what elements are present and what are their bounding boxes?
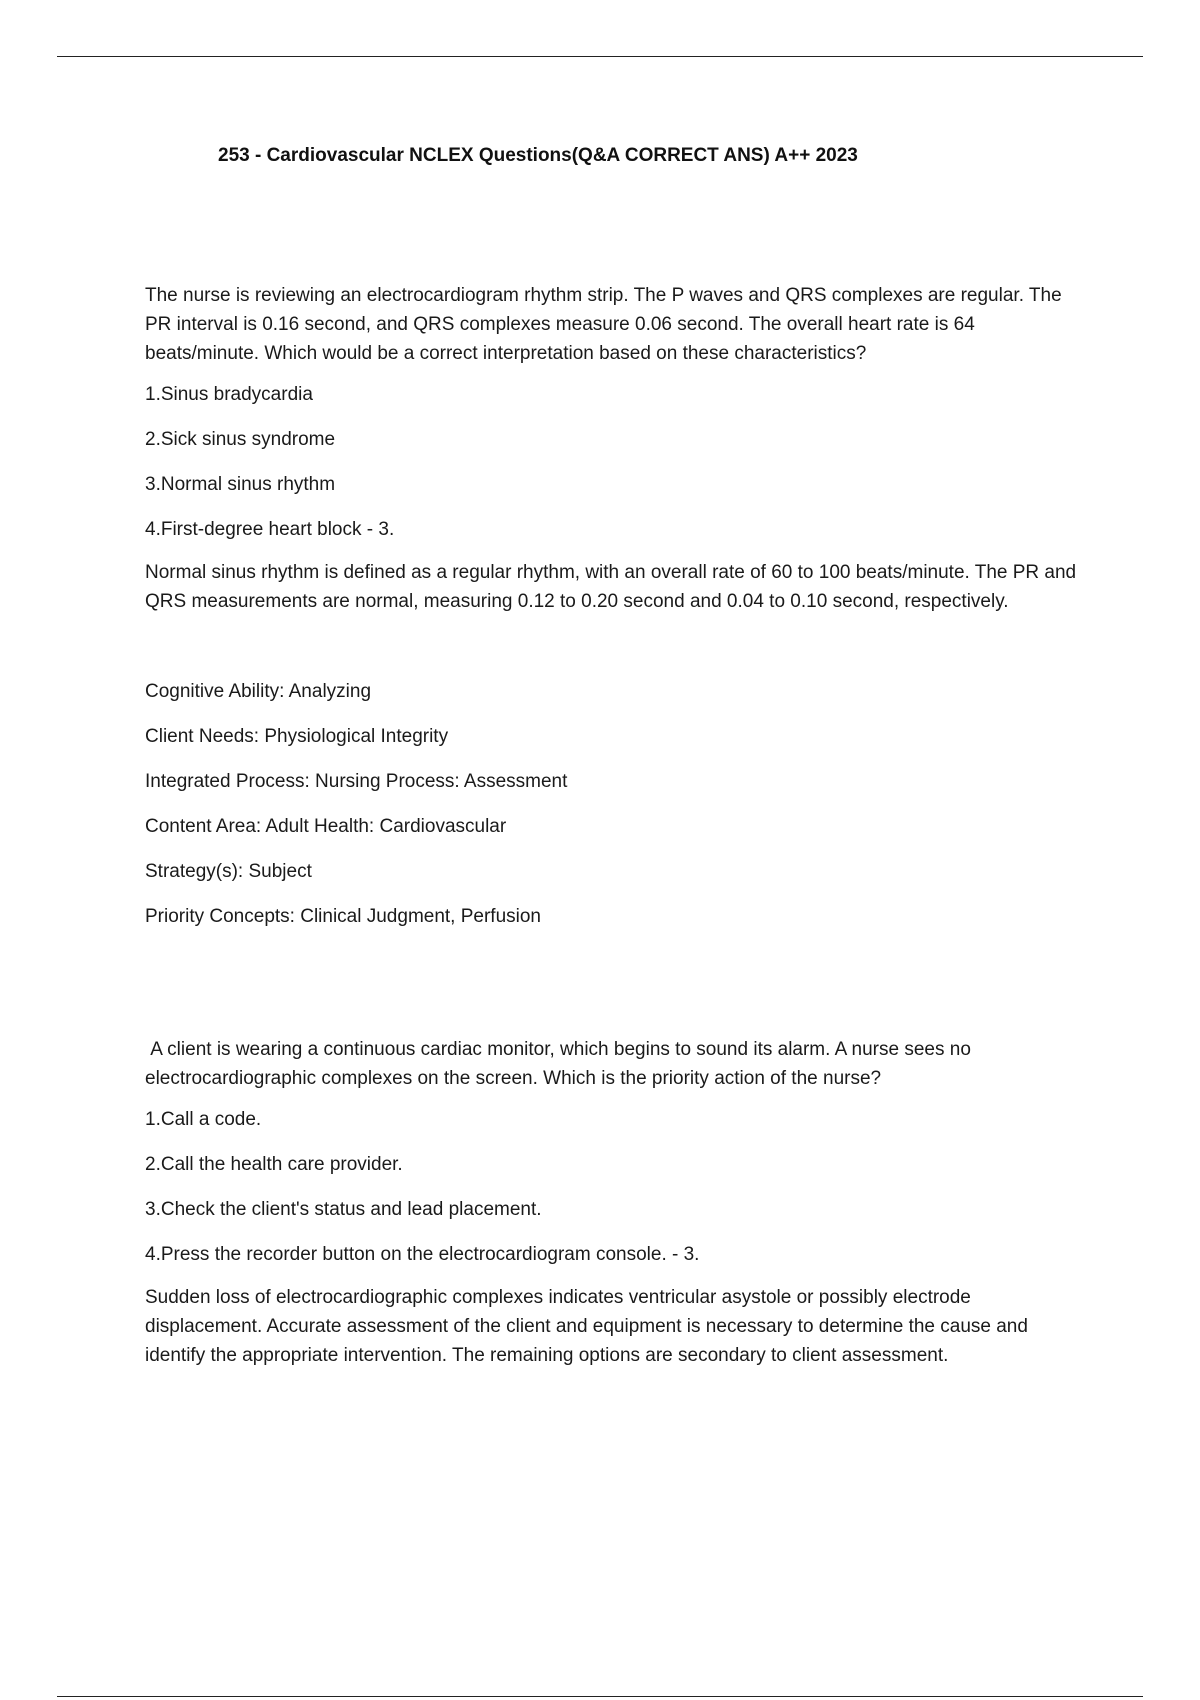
answer-option: 4.First-degree heart block - 3. <box>145 519 395 540</box>
question-block-2 <box>145 1035 1085 1370</box>
answer-option: 2.Sick sinus syndrome <box>145 429 336 450</box>
answer-option: 3.Check the client's status and lead placement. <box>145 1199 542 1220</box>
answer-option: 3.Normal sinus rhythm <box>145 474 336 495</box>
meta-strategy: Strategy(s): Subject <box>145 861 312 882</box>
top-divider <box>57 56 1143 57</box>
question-block-1 <box>145 281 1085 947</box>
answer-option: 2.Call the health care provider. <box>145 1154 403 1175</box>
document-title: 253 - Cardiovascular NCLEX Questions(Q&A CORRECT ANS) A++ 2023 <box>218 145 858 166</box>
rationale-text: Normal sinus rhythm is defined as a regular rhythm, with an overall rate of 60 to 100 beats/minute. The PR and QRS measurements are normal, measuring 0.12 to 0.20 second and 0.04 to 0.10 second, respectively. <box>145 562 1077 612</box>
answer-option: 4.Press the recorder button on the electrocardiogram console. - 3. <box>145 1244 700 1265</box>
rationale-text: Sudden loss of electrocardiographic complexes indicates ventricular asystole or possibly electrode displacement. Accurate assessment of the client and equipment is necessary to determine the cause and identify the appropriate intervention. The remaining options are secondary to client assessment. <box>145 1287 1028 1366</box>
question-stem: A client is wearing a continuous cardiac monitor, which begins to sound its alarm. A nurse sees no electrocardiographic complexes on the screen. Which is the priority action of the nurse? <box>145 1039 977 1089</box>
meta-priority-concepts: Priority Concepts: Clinical Judgment, Perfusion <box>145 906 542 927</box>
question-stem: The nurse is reviewing an electrocardiogram rhythm strip. The P waves and QRS complexes are regular. The PR interval is 0.16 second, and QRS complexes measure 0.06 second. The overall heart rate is 64 beats/minute. Which would be a correct interpretation based on these characteristics? <box>145 285 1062 364</box>
meta-cognitive-ability: Cognitive Ability: Analyzing <box>145 681 372 702</box>
answer-option: 1.Call a code. <box>145 1109 262 1130</box>
answer-option: 1.Sinus bradycardia <box>145 384 313 405</box>
bottom-divider <box>57 1696 1143 1697</box>
meta-content-area: Content Area: Adult Health: Cardiovascular <box>145 816 507 837</box>
question-metadata <box>145 677 1085 931</box>
meta-integrated-process: Integrated Process: Nursing Process: Assessment <box>145 771 568 792</box>
meta-client-needs: Client Needs: Physiological Integrity <box>145 726 449 747</box>
